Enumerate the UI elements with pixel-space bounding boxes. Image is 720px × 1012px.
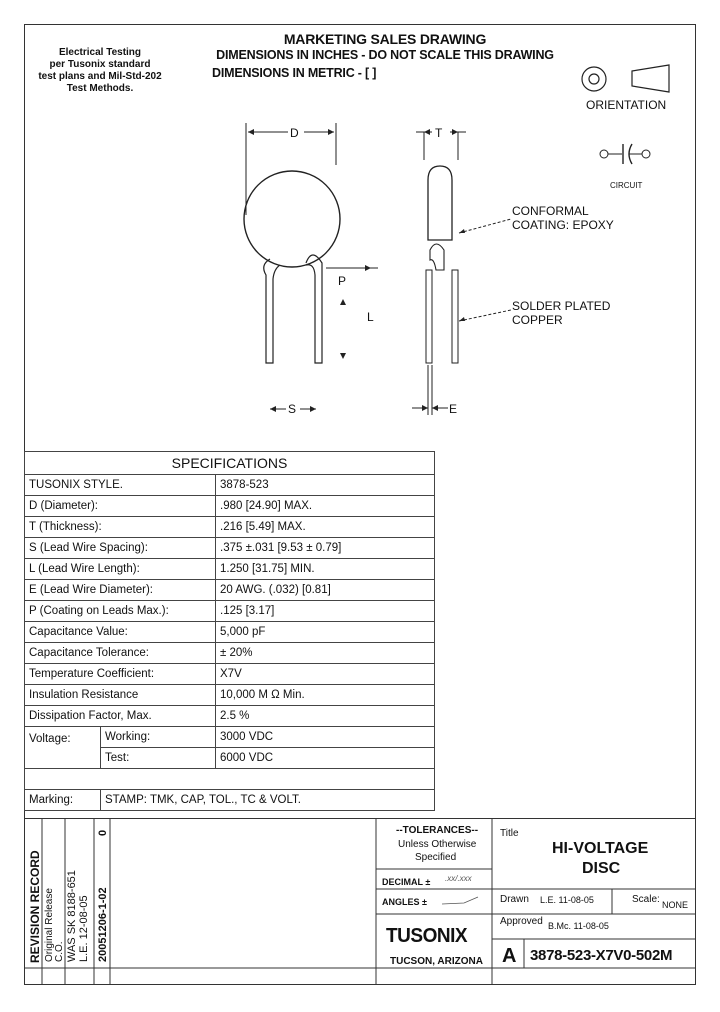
revision-was: WAS SK 8188-651 xyxy=(66,870,78,962)
dim-label-e: E xyxy=(449,402,458,416)
callout-solder-plated xyxy=(512,299,610,327)
dimensions-note-inches: DIMENSIONS IN INCHES - DO NOT SCALE THIS DRAWING xyxy=(216,48,554,62)
scale-label: Scale: xyxy=(632,894,660,905)
spec-label: E (Lead Wire Diameter): xyxy=(25,580,216,601)
dim-label-p: P xyxy=(338,274,347,288)
circuit-label: CIRCUIT xyxy=(610,181,643,190)
specifications-table xyxy=(24,451,435,811)
approved-value: B.Mc. 11-08-05 xyxy=(548,921,609,931)
dim-label-s: S xyxy=(288,402,297,416)
company-location: TUCSON, ARIZONA xyxy=(390,956,483,967)
spec-value: 10,000 M Ω Min. xyxy=(216,685,435,706)
spec-value: .125 [3.17] xyxy=(216,601,435,622)
callout-line: COPPER xyxy=(512,313,563,327)
spec-label: Capacitance Value: xyxy=(25,622,216,643)
drawn-label: Drawn xyxy=(500,894,529,905)
orientation-label: ORIENTATION xyxy=(586,98,667,112)
scale-value: NONE xyxy=(662,900,689,910)
capacitor-front-view xyxy=(230,115,380,420)
drawn-value: L.E. 11-08-05 xyxy=(540,895,594,905)
spec-value: X7V xyxy=(216,664,435,685)
testing-note-line: per Tusonix standard xyxy=(49,59,151,70)
spec-value: .375 ±.031 [9.53 ± 0.79] xyxy=(216,538,435,559)
title-line-2: DISC xyxy=(582,860,621,877)
testing-note-line: Electrical Testing xyxy=(58,47,142,58)
voltage-working-value: 3000 VDC xyxy=(216,727,435,748)
callout-line: COATING: EPOXY xyxy=(512,218,614,232)
spec-label: P (Coating on Leads Max.): xyxy=(25,601,216,622)
voltage-test-label: Test: xyxy=(101,748,216,769)
testing-note-line: test plans and Mil-Std-202 xyxy=(38,71,162,82)
angles-value-scribble xyxy=(440,895,480,907)
spec-value: ± 20% xyxy=(216,643,435,664)
spacer-row xyxy=(25,769,435,790)
tolerances-specified: Specified xyxy=(415,852,457,863)
decimal-value: .xx/.xxx xyxy=(445,874,472,883)
marking-label: Marking: xyxy=(25,790,101,811)
drawing-size: A xyxy=(502,945,517,967)
revision-co-number: 20051206-1-02 xyxy=(97,887,109,962)
revision-record-title: REVISION RECORD xyxy=(28,850,42,963)
spec-value: 20 AWG. (.032) [0.81] xyxy=(216,580,435,601)
specifications-heading: SPECIFICATIONS xyxy=(25,452,435,475)
spec-label: T (Thickness): xyxy=(25,517,216,538)
decimal-label: DECIMAL ± xyxy=(382,877,431,887)
company-logo: TUSONIX xyxy=(386,925,468,947)
callout-line: CONFORMAL xyxy=(512,204,589,218)
spec-label: TUSONIX STYLE. xyxy=(25,475,216,496)
angles-label: ANGLES ± xyxy=(382,897,427,907)
capacitor-circuit-icon xyxy=(596,138,658,172)
page-title: MARKETING SALES DRAWING xyxy=(283,31,487,47)
marking-value: STAMP: TMK, CAP, TOL., TC & VOLT. xyxy=(101,790,435,811)
title-line-1: HI-VOLTAGE xyxy=(552,840,649,857)
revision-original-release: Original Release xyxy=(44,888,55,962)
spec-value: 5,000 pF xyxy=(216,622,435,643)
voltage-label: Voltage: xyxy=(25,727,101,769)
testing-note xyxy=(30,47,170,95)
spec-label: Dissipation Factor, Max. xyxy=(25,706,216,727)
voltage-working-label: Working: xyxy=(101,727,216,748)
dim-label-d: D xyxy=(290,126,299,140)
tolerances-heading: --TOLERANCES-- xyxy=(396,825,479,836)
callout-leaders xyxy=(455,215,515,325)
spec-value: .216 [5.49] MAX. xyxy=(216,517,435,538)
voltage-test-value: 6000 VDC xyxy=(216,748,435,769)
dim-label-t: T xyxy=(435,126,443,140)
spec-value: .980 [24.90] MAX. xyxy=(216,496,435,517)
spec-label: L (Lead Wire Length): xyxy=(25,559,216,580)
testing-note-line: Test Methods. xyxy=(66,83,134,94)
orientation-symbol xyxy=(575,62,675,96)
tolerances-unless: Unless Otherwise xyxy=(398,839,477,850)
spec-label: S (Lead Wire Spacing): xyxy=(25,538,216,559)
title-label: Title xyxy=(500,828,519,839)
revision-number: 0 xyxy=(97,829,109,836)
approved-label: Approved xyxy=(500,916,543,927)
callout-line: SOLDER PLATED xyxy=(512,299,611,313)
dim-label-l: L xyxy=(367,310,374,324)
revision-co: C.O. xyxy=(54,941,65,962)
part-number: 3878-523-X7V0-502M xyxy=(530,947,673,964)
spec-value: 2.5 % xyxy=(216,706,435,727)
spec-label: D (Diameter): xyxy=(25,496,216,517)
spec-label: Insulation Resistance xyxy=(25,685,216,706)
dimensions-note-metric: DIMENSIONS IN METRIC - [ ] xyxy=(212,66,377,80)
spec-value: 1.250 [31.75] MIN. xyxy=(216,559,435,580)
spec-label: Capacitance Tolerance: xyxy=(25,643,216,664)
spec-value: 3878-523 xyxy=(216,475,435,496)
revision-le-date: L.E. 12-08-05 xyxy=(78,895,90,962)
callout-conformal-coating xyxy=(512,204,614,232)
spec-label: Temperature Coefficient: xyxy=(25,664,216,685)
